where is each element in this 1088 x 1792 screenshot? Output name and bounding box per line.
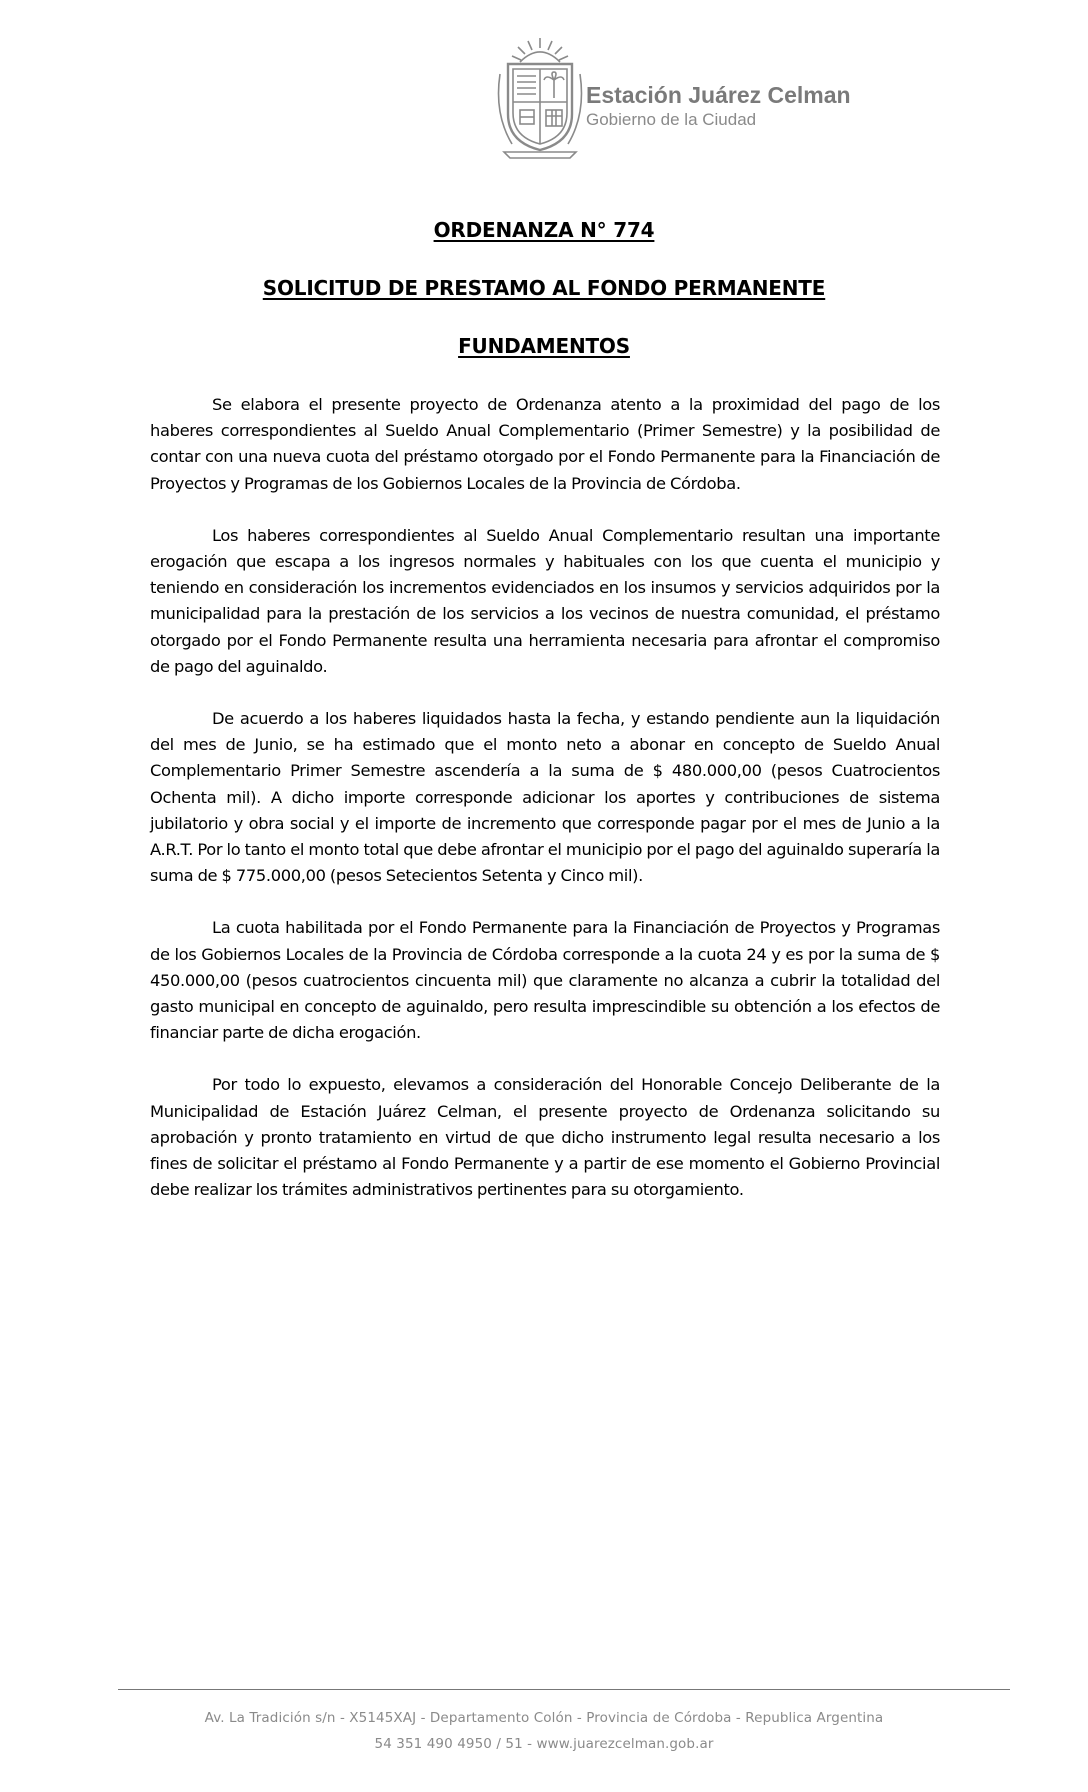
document-subtitle: SOLICITUD DE PRESTAMO AL FONDO PERMANENTE <box>262 276 826 300</box>
document-body <box>150 392 940 1229</box>
paragraph: Por todo lo expuesto, elevamos a consideración del Honorable Concejo Deliberante de la Municipalidad de Estación Juárez Celman, el presente proyecto de Ordenanza solicitando su aprobación y pronto tratamiento en virtud de que dicho instrumento legal resulta necesario a los fines de solicitar el préstamo al Fondo Permanente y a partir de ese momento el Gobierno Provincial debe realizar los trámites administrativos pertinentes para su otorgamiento. <box>150 1075 940 1200</box>
paragraph: La cuota habilitada por el Fondo Permanente para la Financiación de Proyectos y Programas de los Gobiernos Locales de la Provincia de Córdoba corresponde a la cuota 24 y es por la suma de $ 450.000,00 (pesos cuatrocientos cincuenta mil) que claramente no alcanza a cubrir la totalidad del gasto municipal en concepto de aguinaldo, pero resulta imprescindible su obtención a los efectos de financiar parte de dicha erogación. <box>150 918 940 1043</box>
municipal-crest-icon <box>490 34 590 162</box>
section-heading: FUNDAMENTOS <box>458 334 630 358</box>
letterhead <box>490 34 890 164</box>
paragraph: Se elabora el presente proyecto de Ordenanza atento a la proximidad del pago de los haberes correspondientes al Sueldo Anual Complementario (Primer Semestre) y la posibilidad de contar con una nueva cuota del préstamo otorgado por el Fondo Permanente para la Financiación de Proyectos y Programas de los Gobiernos Locales de la Provincia de Córdoba. <box>150 395 940 493</box>
document-title: ORDENANZA N° 774 <box>433 218 655 242</box>
footer-divider <box>118 1689 1010 1690</box>
org-name: Estación Juárez Celman <box>586 82 851 108</box>
footer-address: Av. La Tradición s/n - X5145XAJ - Departamento Colón - Provincia de Córdoba - Republica Argentina <box>204 1710 884 1726</box>
paragraph: Los haberes correspondientes al Sueldo Anual Complementario resultan una importante erogación que escapa a los ingresos normales y habituales con los que cuenta el municipio y teniendo en consideración los incrementos evidenciados en los insumos y servicios adquiridos por la municipalidad para la prestación de los servicios a los vecinos de nuestra comunidad, el préstamo otorgado por el Fondo Permanente resulta una herramienta necesaria para afrontar el compromiso de pago del aguinaldo. <box>150 525 940 676</box>
paragraph: De acuerdo a los haberes liquidados hasta la fecha, y estando pendiente aun la liquidación del mes de Junio, se ha estimado que el monto neto a abonar en concepto de Sueldo Anual Complementario Primer Semestre ascendería a la suma de $ 480.000,00 (pesos Cuatrocientos Ochenta mil). A dicho importe corresponde adicionar los aportes y contribuciones de sistema jubilatorio y obra social y el importe de incremento que corresponde pagar por el mes de Junio a la A.R.T. Por lo tanto el monto total que debe afrontar el municipio por el pago del aguinaldo superaría la suma de $ 775.000,00 (pesos Setecientos Setenta y Cinco mil). <box>150 709 940 886</box>
org-subtitle: Gobierno de la Ciudad <box>586 110 757 129</box>
footer-contact: 54 351 490 4950 / 51 - www.juarezcelman.gob.ar <box>374 1736 714 1752</box>
